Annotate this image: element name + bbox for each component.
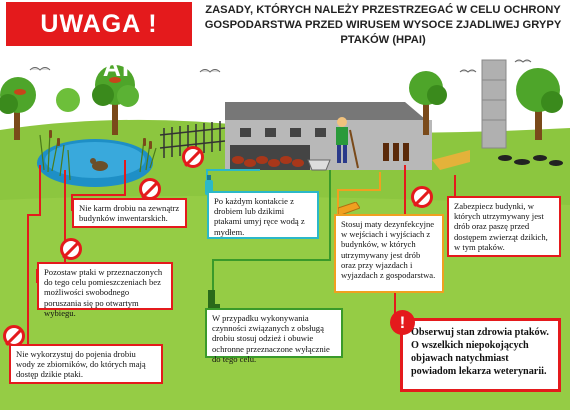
warning-icon: ! xyxy=(390,310,415,335)
no-wild-animals-sign-icon xyxy=(411,186,433,208)
no-birds-sign-icon xyxy=(60,238,82,260)
no-birds-pen-sign-icon xyxy=(182,146,204,168)
warning-banner: UWAGA ! HPAI xyxy=(6,2,192,46)
note-secure-buildings-text: Zabezpiecz budynki, w których utrzymywany jest drób oraz paszę przed dostępem zwierząt dzikich, w tym ptaków. xyxy=(454,201,548,252)
note-wash-hands xyxy=(207,191,319,239)
note-feed-outside xyxy=(72,198,187,228)
note-wash-hands-text: Po każdym kontakcie z drobiem lub dzikimi ptakami umyj ręce wodą z mydłem. xyxy=(214,196,305,237)
note-water-sources xyxy=(9,344,163,384)
note-water-sources-text: Nie wykorzystuj do pojenia drobiu wody ze zbiorników, do których mają dostęp dzikie ptaki. xyxy=(16,349,146,380)
note-disinfect-mats-text: Stosuj maty dezynfekcyjne w wejściach i wyjściach z budynków, w których utrzymywany jest drób oraz przy wjazdach i wyjazdach z gospodarstwa. xyxy=(341,219,436,281)
note-keep-inside-text: Pozostaw ptaki w przeznaczonych do tego celu pomieszczeniach bez możliwości swobodnego poruszania się po otwartym wybiegu. xyxy=(44,267,163,318)
note-observe-health-text: Obserwuj stan zdrowia ptaków. O wszelkich niepokojących objawach natychmiast powiadom lekarza weterynarii. xyxy=(411,327,549,377)
silo xyxy=(482,60,506,148)
note-secure-buildings xyxy=(447,196,561,257)
boots-icon xyxy=(205,290,221,308)
note-disinfect-mats xyxy=(334,214,444,293)
note-observe-health xyxy=(400,318,561,392)
note-feed-outside-text: Nie karm drobiu na zewnątrz budynków inwentarskich. xyxy=(79,203,180,224)
note-protective-clothes xyxy=(205,308,343,364)
no-feeding-sign-icon xyxy=(139,178,161,200)
poultry-building xyxy=(225,102,432,170)
note-keep-inside xyxy=(37,262,173,318)
page-title: ZASADY, KTÓRYCH NALEŻY PRZESTRZEGAĆ W CELU OCHRONY GOSPODARSTWA PRZED WIRUSEM WYSOCE ZJADLIWEJ GRYPY PTAKÓW (HPAI) xyxy=(204,4,562,46)
note-protective-clothes-text: W przypadku wykonywania czynności związanych z obsługą drobiu stosuj odzież i obuwie ochronne przeznaczone wyłącznie do tego celu. xyxy=(212,313,330,364)
